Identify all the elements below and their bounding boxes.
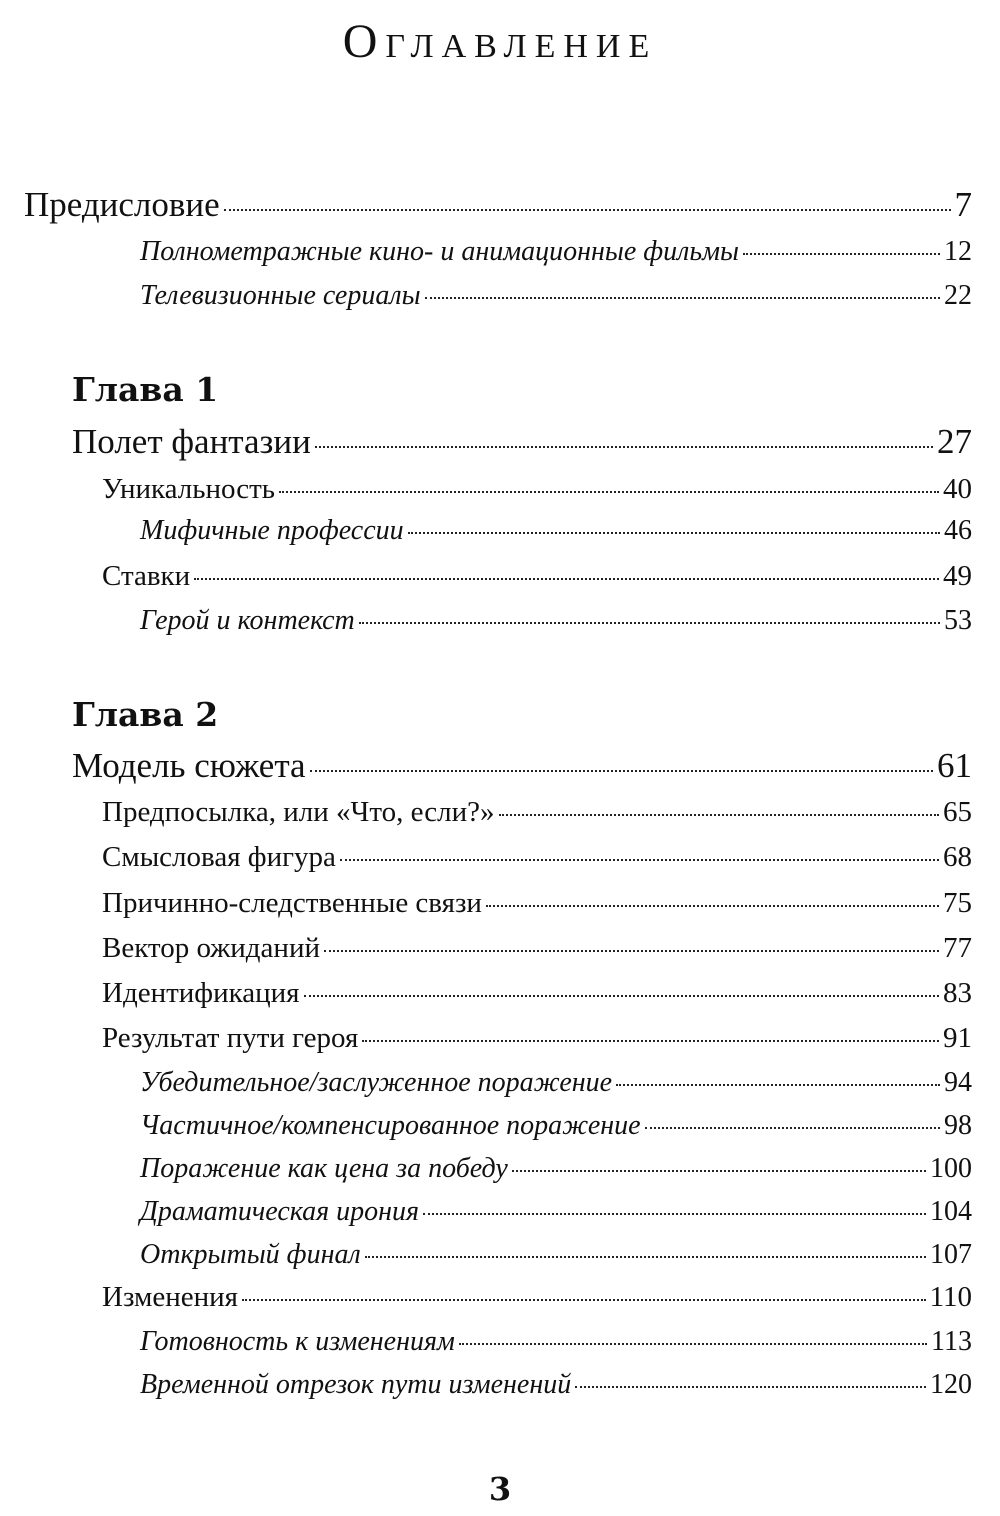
toc-entry[interactable] — [102, 977, 972, 1010]
toc-entry[interactable] — [140, 1369, 972, 1401]
toc-entry-title: Частичное/компенсированное поражение — [140, 1110, 641, 1141]
toc-entry-title: Полнометражные кино- и анимационные фильмы — [140, 236, 739, 267]
toc-entry[interactable] — [102, 796, 972, 829]
toc-entry-title: Мифичные профессии — [140, 515, 404, 546]
toc-entry[interactable] — [140, 1326, 972, 1358]
toc-entry-title: Причинно-следственные связи — [102, 887, 482, 919]
toc-entry-page: 91 — [943, 1022, 972, 1054]
toc-entry[interactable] — [140, 1196, 972, 1228]
toc-entry[interactable] — [102, 887, 972, 920]
dot-leader — [362, 1040, 939, 1042]
toc-entry-page: 49 — [943, 560, 972, 592]
toc-entry-title: Уникальность — [102, 473, 276, 505]
toc-entry-page: 77 — [943, 932, 972, 964]
toc-entry[interactable] — [102, 1281, 972, 1314]
toc-entry-title: Вектор ожиданий — [102, 932, 320, 964]
toc-title: Оглавление — [342, 15, 658, 68]
toc-entry[interactable] — [140, 515, 972, 547]
dot-leader — [279, 491, 939, 493]
toc-entry-page: 98 — [944, 1110, 972, 1141]
dot-leader — [365, 1256, 926, 1258]
dot-leader — [423, 1213, 926, 1215]
toc-entry-chapter-1[interactable] — [72, 422, 972, 462]
dot-leader — [408, 532, 940, 534]
toc-entry[interactable] — [102, 1022, 972, 1055]
dot-leader — [194, 578, 939, 580]
toc-entry-page: 22 — [944, 280, 972, 311]
toc-entry-title: Телевизионные сериалы — [140, 280, 421, 311]
dot-leader — [459, 1343, 927, 1345]
toc-entry-title: Открытый финал — [140, 1239, 361, 1270]
toc-entry-page: 61 — [937, 746, 972, 785]
toc-entry[interactable] — [140, 236, 972, 268]
toc-entry[interactable] — [102, 560, 972, 593]
toc-entry-page: 46 — [944, 515, 972, 546]
toc-entry-title: Полет фантазии — [72, 422, 311, 461]
toc-entry[interactable] — [140, 605, 972, 637]
toc-entry-page: 27 — [937, 422, 972, 461]
toc-entry-page: 83 — [943, 977, 972, 1009]
page-number: 3 — [488, 1470, 512, 1508]
toc-entry-title: Убедительное/заслуженное поражение — [140, 1067, 613, 1098]
toc-entry-title: Смысловая фигура — [102, 841, 336, 873]
dot-leader — [340, 859, 939, 861]
toc-entry-chapter-2[interactable] — [72, 746, 972, 786]
dot-leader — [512, 1170, 926, 1172]
dot-leader — [315, 446, 933, 448]
dot-leader — [743, 253, 940, 255]
toc-entry-page: 120 — [930, 1369, 972, 1400]
toc-entry[interactable] — [140, 1067, 972, 1099]
toc-entry-preface[interactable] — [24, 185, 972, 225]
toc-entry[interactable] — [102, 841, 972, 874]
toc-entry-title: Предисловие — [24, 185, 220, 224]
toc-entry[interactable] — [102, 473, 972, 506]
toc-entry-title: Готовность к изменениям — [140, 1326, 455, 1357]
toc-entry-title: Предпосылка, или «Что, если?» — [102, 796, 495, 828]
toc-entry-page: 53 — [944, 605, 972, 636]
chapter-2-heading: Глава 2 — [72, 695, 219, 734]
toc-entry-page: 40 — [943, 473, 972, 505]
dot-leader — [616, 1084, 940, 1086]
dot-leader — [486, 905, 939, 907]
dot-leader — [645, 1127, 940, 1129]
toc-entry[interactable] — [140, 1110, 972, 1142]
dot-leader — [324, 950, 939, 952]
toc-entry-title: Идентификация — [102, 977, 300, 1009]
toc-entry-title: Изменения — [102, 1281, 238, 1313]
toc-entry-page: 110 — [929, 1281, 972, 1313]
dot-leader — [242, 1299, 926, 1301]
dot-leader — [224, 209, 951, 211]
dot-leader — [310, 770, 933, 772]
toc-entry-page: 65 — [943, 796, 972, 828]
chapter-1-heading: Глава 1 — [72, 370, 219, 409]
toc-entry-page: 113 — [931, 1326, 972, 1357]
toc-entry[interactable] — [140, 1153, 972, 1185]
toc-entry-page: 100 — [930, 1153, 972, 1184]
toc-entry-title: Герой и контекст — [140, 605, 355, 636]
toc-entry-page: 107 — [930, 1239, 972, 1270]
dot-leader — [575, 1386, 926, 1388]
toc-entry-page: 7 — [954, 185, 972, 224]
toc-entry-title: Модель сюжета — [72, 746, 306, 785]
toc-entry-page: 104 — [930, 1196, 972, 1227]
toc-entry[interactable] — [102, 932, 972, 965]
toc-entry-page: 68 — [943, 841, 972, 873]
dot-leader — [499, 814, 939, 816]
toc-entry-title: Результат пути героя — [102, 1022, 359, 1054]
toc-entry-page: 94 — [944, 1067, 972, 1098]
toc-entry[interactable] — [140, 280, 972, 312]
toc-entry-title: Ставки — [102, 560, 191, 592]
toc-entry-title: Поражение как цена за победу — [140, 1153, 508, 1184]
toc-entry-title: Временной отрезок пути изменений — [140, 1369, 572, 1400]
toc-entry[interactable] — [140, 1239, 972, 1271]
dot-leader — [425, 297, 940, 299]
toc-entry-title: Драматическая ирония — [140, 1196, 420, 1227]
dot-leader — [359, 622, 940, 624]
toc-entry-page: 75 — [943, 887, 972, 919]
dot-leader — [304, 995, 940, 997]
toc-entry-page: 12 — [944, 236, 972, 267]
